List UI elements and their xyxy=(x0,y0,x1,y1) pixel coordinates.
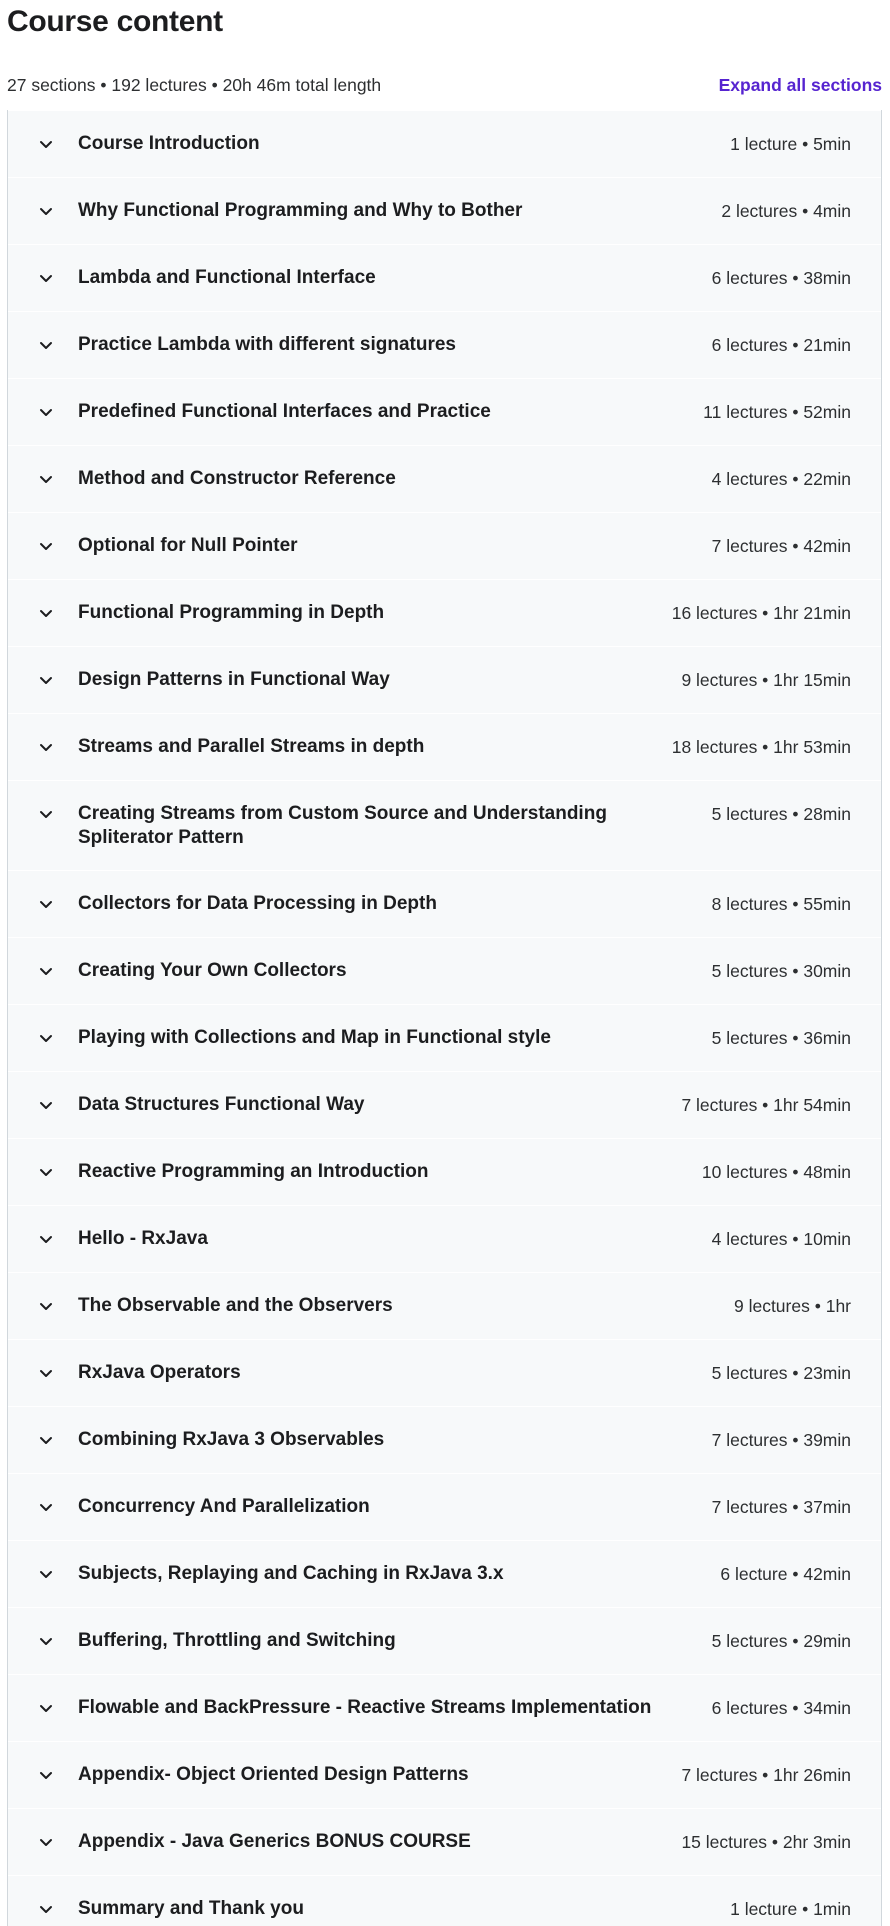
section-title: Design Patterns in Functional Way xyxy=(78,669,390,690)
chevron-down-icon xyxy=(38,938,78,1004)
section-title: Appendix- Object Oriented Design Patterns xyxy=(78,1764,469,1785)
section-meta: 6 lectures • 38min xyxy=(711,268,851,288)
section-meta: 1 lecture • 1min xyxy=(730,1899,851,1919)
section-row[interactable] xyxy=(8,1004,881,1071)
section-row[interactable] xyxy=(8,244,881,311)
section-meta: 10 lectures • 48min xyxy=(701,1162,851,1182)
section-meta: 9 lectures • 1hr xyxy=(733,1296,851,1316)
section-row[interactable] xyxy=(8,1473,881,1540)
section-row[interactable] xyxy=(8,1808,881,1875)
chevron-down-icon xyxy=(38,1005,78,1071)
chevron-down-icon xyxy=(38,379,78,445)
chevron-down-icon xyxy=(38,1876,78,1926)
section-title: Functional Programming in Depth xyxy=(78,602,385,623)
chevron-down-icon xyxy=(38,580,78,646)
section-meta: 4 lectures • 10min xyxy=(711,1229,851,1249)
expand-all-button[interactable]: Expand all sections xyxy=(718,74,882,95)
section-title: RxJava Operators xyxy=(78,1362,241,1383)
chevron-down-icon xyxy=(38,178,78,244)
section-title: Why Functional Programming and Why to Bother xyxy=(78,200,523,221)
section-row[interactable] xyxy=(8,1674,881,1741)
course-summary: 27 sections • 192 lectures • 20h 46m total length xyxy=(7,74,382,95)
chevron-down-icon xyxy=(38,1742,78,1808)
chevron-down-icon xyxy=(38,245,78,311)
section-title: Reactive Programming an Introduction xyxy=(78,1161,429,1182)
section-meta: 5 lectures • 30min xyxy=(711,961,851,981)
section-meta: 7 lectures • 1hr 26min xyxy=(681,1765,851,1785)
section-meta: 16 lectures • 1hr 21min xyxy=(671,603,851,623)
chevron-down-icon xyxy=(38,1675,78,1741)
section-meta: 7 lectures • 1hr 54min xyxy=(681,1095,851,1115)
section-meta: 6 lectures • 34min xyxy=(711,1698,851,1718)
chevron-down-icon xyxy=(38,714,78,780)
chevron-down-icon xyxy=(38,446,78,512)
section-title: Collectors for Data Processing in Depth xyxy=(78,893,437,914)
section-row[interactable] xyxy=(8,713,881,780)
section-row[interactable] xyxy=(8,937,881,1004)
section-row[interactable] xyxy=(8,1741,881,1808)
section-meta: 5 lectures • 23min xyxy=(711,1363,851,1383)
section-row[interactable] xyxy=(8,445,881,512)
chevron-down-icon xyxy=(38,1541,78,1607)
section-title: Creating Your Own Collectors xyxy=(78,960,347,981)
section-title: Data Structures Functional Way xyxy=(78,1094,365,1115)
section-row[interactable] xyxy=(8,512,881,579)
section-title: Buffering, Throttling and Switching xyxy=(78,1630,396,1651)
section-list xyxy=(7,110,882,1926)
section-row[interactable] xyxy=(8,378,881,445)
section-row[interactable] xyxy=(8,1540,881,1607)
section-title: Optional for Null Pointer xyxy=(78,535,298,556)
section-meta: 5 lectures • 36min xyxy=(711,1028,851,1048)
chevron-down-icon xyxy=(38,312,78,378)
section-meta: 1 lecture • 5min xyxy=(730,134,851,154)
chevron-down-icon xyxy=(38,1340,78,1406)
section-title: Combining RxJava 3 Observables xyxy=(78,1429,385,1450)
section-row[interactable] xyxy=(8,1272,881,1339)
section-title: Playing with Collections and Map in Functional style xyxy=(78,1027,551,1048)
chevron-down-icon xyxy=(38,1809,78,1875)
section-meta: 11 lectures • 52min xyxy=(703,402,851,422)
section-row[interactable] xyxy=(8,1607,881,1674)
chevron-down-icon xyxy=(38,647,78,713)
section-title: Hello - RxJava xyxy=(78,1228,208,1249)
chevron-down-icon xyxy=(38,1407,78,1473)
section-meta: 5 lectures • 29min xyxy=(711,1631,851,1651)
section-title: Streams and Parallel Streams in depth xyxy=(78,736,425,757)
section-row[interactable] xyxy=(8,1406,881,1473)
section-row[interactable] xyxy=(8,870,881,937)
section-title: Concurrency And Parallelization xyxy=(78,1496,370,1517)
section-title: Practice Lambda with different signatures xyxy=(78,334,456,355)
section-meta: 7 lectures • 37min xyxy=(711,1497,851,1517)
chevron-down-icon xyxy=(38,1474,78,1540)
section-title: Course Introduction xyxy=(78,133,260,154)
section-meta: 8 lectures • 55min xyxy=(711,894,851,914)
course-summary-row xyxy=(7,60,890,110)
section-row[interactable] xyxy=(8,780,881,870)
page-title: Course content xyxy=(7,5,223,38)
section-meta: 7 lectures • 42min xyxy=(711,536,851,556)
section-meta: 9 lectures • 1hr 15min xyxy=(681,670,851,690)
section-row[interactable] xyxy=(8,177,881,244)
section-row[interactable] xyxy=(8,579,881,646)
section-row[interactable] xyxy=(8,311,881,378)
section-title: Appendix - Java Generics BONUS COURSE xyxy=(78,1831,471,1852)
chevron-down-icon xyxy=(38,111,78,177)
section-title: The Observable and the Observers xyxy=(78,1295,393,1316)
chevron-down-icon xyxy=(38,1206,78,1272)
section-meta: 18 lectures • 1hr 53min xyxy=(671,737,851,757)
chevron-down-icon xyxy=(38,1072,78,1138)
section-title: Lambda and Functional Interface xyxy=(78,267,376,288)
section-meta: 15 lectures • 2hr 3min xyxy=(681,1832,851,1852)
chevron-down-icon xyxy=(38,1273,78,1339)
chevron-down-icon xyxy=(38,871,78,937)
section-row[interactable] xyxy=(8,110,881,177)
section-meta: 6 lecture • 42min xyxy=(720,1564,851,1584)
section-title: Method and Constructor Reference xyxy=(78,468,396,489)
section-row[interactable] xyxy=(8,1875,881,1926)
chevron-down-icon xyxy=(38,513,78,579)
section-title: Flowable and BackPressure - Reactive Streams Implementation xyxy=(78,1697,652,1718)
chevron-down-icon xyxy=(38,1139,78,1205)
section-title: Creating Streams from Custom Source and Understanding Spliterator Pattern xyxy=(78,803,607,848)
section-row[interactable] xyxy=(8,646,881,713)
section-meta: 6 lectures • 21min xyxy=(711,335,851,355)
section-meta: 7 lectures • 39min xyxy=(711,1430,851,1450)
section-row[interactable] xyxy=(8,1339,881,1406)
section-title: Summary and Thank you xyxy=(78,1898,304,1919)
chevron-down-icon xyxy=(38,1608,78,1674)
section-title: Predefined Functional Interfaces and Practice xyxy=(78,401,491,422)
section-meta: 5 lectures • 28min xyxy=(711,804,851,824)
section-meta: 2 lectures • 4min xyxy=(721,201,851,221)
chevron-down-icon xyxy=(38,781,78,847)
section-row[interactable] xyxy=(8,1071,881,1138)
section-row[interactable] xyxy=(8,1205,881,1272)
section-meta: 4 lectures • 22min xyxy=(711,469,851,489)
section-title: Subjects, Replaying and Caching in RxJava 3.x xyxy=(78,1563,504,1584)
section-row[interactable] xyxy=(8,1138,881,1205)
